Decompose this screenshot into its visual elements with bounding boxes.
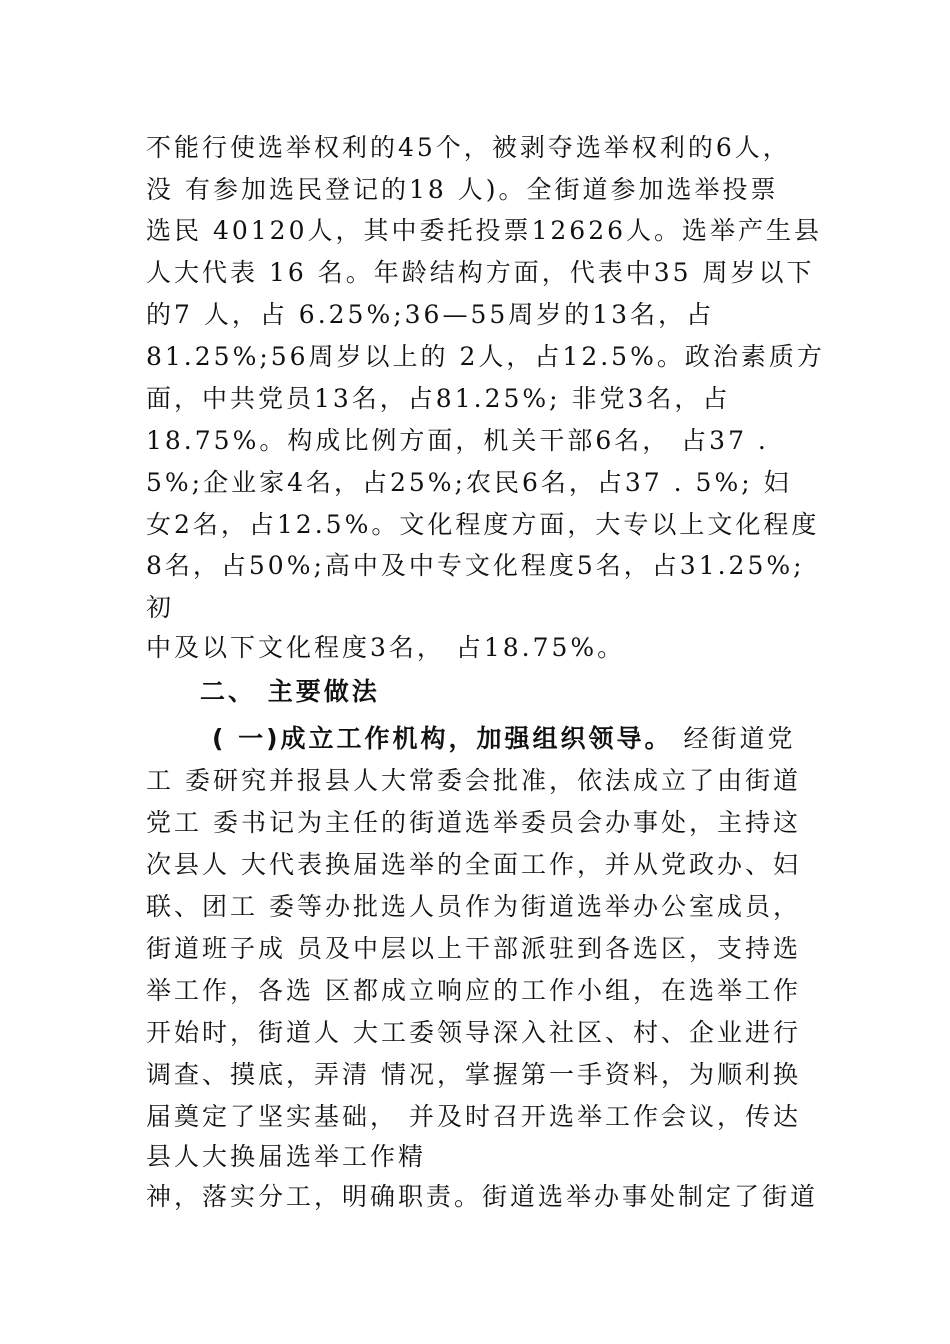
body-text-line: 的7 人，占 6.25%;36—55周岁的13名，占 <box>146 300 715 329</box>
body-text-line: 女2名，占12.5%。文化程度方面，大专以上文化程度 <box>146 510 820 539</box>
section-heading: 二、 主要做法 <box>200 677 380 706</box>
body-text-line: 面，中共党员13名，占81.25%; 非党3名，占 <box>146 384 731 413</box>
body-text-line: 调查、摸底，弄清 情况，掌握第一手资料，为顺利换 <box>146 1060 801 1089</box>
body-text-line: 联、团工 委等办批选人员作为街道选举办公室成员， <box>146 892 801 921</box>
body-text-line: 次县人 大代表换届选举的全面工作，并从党政办、妇 <box>146 850 801 879</box>
body-text-line: 选民 40120人，其中委托投票12626人。选举产生县 <box>146 216 823 245</box>
body-text-line: 没 有参加选民登记的18 人)。全街道参加选举投票 <box>146 175 779 204</box>
body-text-line: 81.25%;56周岁以上的 2人，占12.5%。政治素质方 <box>146 342 825 371</box>
subsection-first-line <box>212 724 812 754</box>
body-text-line: 5%;企业家4名，占25%;农民6名，占37 . 5%; 妇 <box>146 468 792 497</box>
body-text-line: 党工 委书记为主任的街道选举委员会办事处，主持这 <box>146 808 801 837</box>
body-text-line: 人大代表 16 名。年龄结构方面，代表中35 周岁以下 <box>146 258 815 287</box>
body-text-line: 开始时，街道人 大工委领导深入社区、村、企业进行 <box>146 1018 801 1047</box>
body-text-line: 举工作，各选 区都成立响应的工作小组，在选举工作 <box>146 976 801 1005</box>
body-text-line: 神，落实分工，明确职责。街道选举办事处制定了街道 <box>146 1182 819 1211</box>
body-text-line: 届奠定了坚实基础， 并及时召开选举工作会议，传达 <box>146 1102 801 1131</box>
body-text-line: 中及以下文化程度3名， 占18.75%。 <box>146 633 626 662</box>
body-text-line: 初 <box>146 593 175 622</box>
body-text-line: 县人大换届选举工作精 <box>146 1142 427 1171</box>
body-text-line: 8名，占50%;高中及中专文化程度5名，占31.25%; <box>146 551 805 580</box>
subsection-first-line-rest: 经街道党 <box>672 724 796 753</box>
body-text-line: 18.75%。构成比例方面，机关干部6名， 占37 . <box>146 426 769 455</box>
body-text-line: 工 委研究并报县人大常委会批准，依法成立了由街道 <box>146 766 801 795</box>
body-text-line: 街道班子成 员及中层以上干部派驻到各选区，支持选 <box>146 934 801 963</box>
body-text-line: 不能行使选举权利的45个，被剥夺选举权利的6人， <box>146 133 791 162</box>
subsection-heading: ( 一)成立工作机构，加强组织领导。 <box>212 724 673 753</box>
